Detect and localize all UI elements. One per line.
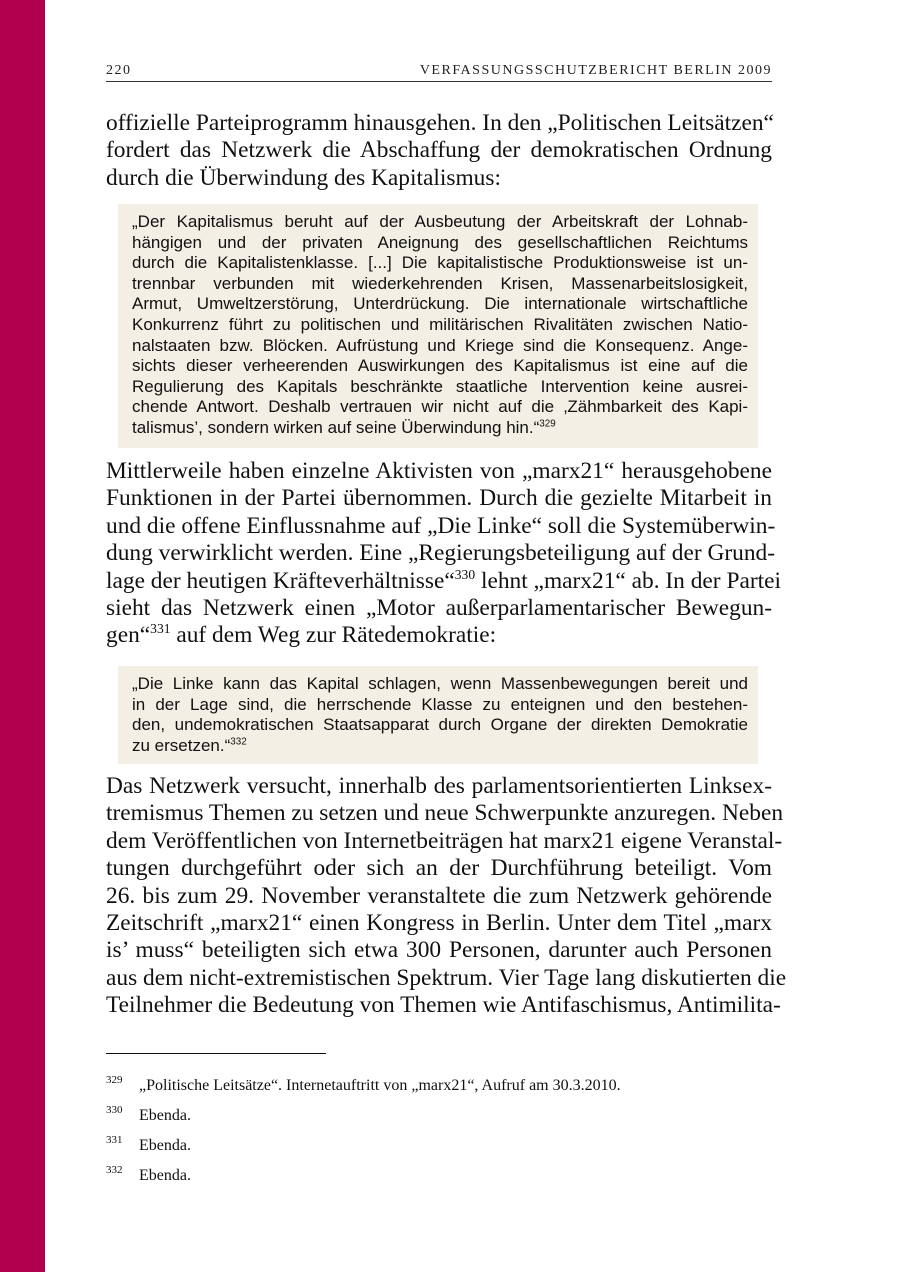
blockquote-die-linke: [118, 666, 758, 764]
text-line: aus dem nicht-extremistischen Spektrum. Vier Tage lang diskutierten die: [106, 964, 787, 991]
quote-line: „Die Linke kann das Kapital schlagen, wenn Massenbewegungen bereit und: [132, 674, 748, 693]
page-number: 220: [106, 63, 132, 78]
footnote-number: 332: [106, 1164, 123, 1176]
paragraph-network-activities: [106, 773, 787, 1020]
report-title: VERFASSUNGSSCHUTZBERICHT BERLIN 2009: [419, 63, 772, 78]
text-line: dem Veröffentlichen von Internetbeiträgen hat marx21 eigene Veranstal-: [106, 827, 783, 854]
quote-line: sichts dieser verheerenden Auswirkungen des Kapitalismus ist eine auf die: [132, 356, 748, 376]
margin-color-bar: [0, 0, 45, 1272]
text-line: durch die Überwindung des Kapitalismus:: [106, 164, 501, 191]
footnote-text: „Politische Leitsätze“. Internetauftritt von „marx21“, Aufruf am 30.3.2010.: [139, 1077, 621, 1094]
text-line: fordert das Netzwerk die Abschaffung der demokratischen Ordnung: [106, 137, 772, 164]
quote-line: [132, 736, 748, 757]
quote-line: chende Antwort. Deshalb vertrauen wir nicht auf die ‚Zähmbarkeit des Kapi-: [132, 397, 748, 417]
quote-line: trennbar verbunden mit wiederkehrenden Krisen, Massenarbeitslosigkeit,: [132, 273, 748, 293]
quote-line: Regulierung des Kapitals beschränkte staatliche Intervention keine ausrei-: [132, 376, 748, 396]
quote-line: nalstaaten bzw. Blöcken. Aufrüstung und Kriege sind die Konsequenz. Ange-: [132, 335, 748, 355]
text-line: und die offene Einflussnahme auf „Die Linke“ soll die Systemüberwin-: [106, 512, 776, 539]
quote-line: Armut, Umweltzerstörung, Unterdrückung. Die internationale wirtschaftliche: [132, 294, 748, 314]
quote-line: [132, 418, 748, 439]
footnote-ref: 329: [539, 418, 556, 430]
text-line: [106, 566, 781, 595]
text-line: sieht das Netzwerk einen „Motor außerparlamentarischer Bewegun-: [106, 595, 772, 622]
text-line: Funktionen in der Partei übernommen. Durch die gezielte Mitarbeit in: [106, 485, 772, 512]
text-line: Teilnehmer die Bedeutung von Themen wie Antifaschismus, Antimilita-: [106, 992, 781, 1019]
text-line: 26. bis zum 29. November veranstaltete die zum Netzwerk gehörende: [106, 882, 772, 909]
footnote-ref: 330: [454, 566, 476, 582]
quote-line: den, undemokratischen Staatsapparat durch Organe der direkten Demokratie: [132, 715, 748, 735]
text-line: tremismus Themen zu setzen und neue Schwerpunkte anzuregen. Neben: [106, 800, 784, 827]
blockquote-leitsaetze: [118, 204, 758, 448]
paragraph-marx21-activists: [106, 458, 781, 650]
quote-text: zu ersetzen.“: [132, 735, 231, 755]
text-line: dung verwirklicht werden. Eine „Regierungsbeteiligung auf der Grund-: [106, 540, 776, 567]
running-header: [106, 63, 772, 83]
text-segment: lage der heutigen Kräfteverhältnisse“: [106, 567, 455, 594]
text-segment: gen“: [106, 622, 151, 649]
text-line: Zeitschrift „marx21“ einen Kongress in Berlin. Unter dem Titel „marx: [106, 910, 772, 937]
text-line: offizielle Parteiprogramm hinausgehen. In den „Politischen Leitsätzen“: [106, 110, 774, 136]
text-line: is’ muss“ beteiligten sich etwa 300 Personen, darunter auch Personen: [106, 937, 772, 964]
footnote-number: 331: [106, 1134, 123, 1146]
text-segment: auf dem Weg zur Rätedemokratie:: [170, 622, 497, 649]
text-line: [106, 622, 772, 649]
text-line: Das Netzwerk versucht, innerhalb des parlamentsorientierten Linksex-: [106, 773, 772, 799]
quote-text: talismus’, sondern wirken auf seine Überwindung hin.“: [132, 417, 540, 437]
footnote-text: Ebenda.: [139, 1167, 191, 1184]
footnote-text: Ebenda.: [139, 1137, 191, 1154]
text-segment: lehnt „marx21“ ab. In der Partei: [475, 567, 781, 594]
footnote-text: Ebenda.: [139, 1107, 191, 1124]
header-rule: [106, 81, 772, 82]
quote-line: durch die Kapitalistenklasse. [...] Die kapitalistische Produktionsweise ist un-: [132, 253, 748, 273]
quote-line: in der Lage sind, die herrschende Klasse zu enteignen und den bestehen-: [132, 694, 748, 714]
text-line: tungen durchgeführt oder sich an der Durchführung beteiligt. Vom: [106, 855, 772, 882]
footnote-ref: 332: [230, 736, 247, 748]
quote-line: Konkurrenz führt zu politischen und militärischen Rivalitäten zwischen Natio-: [132, 314, 748, 334]
paragraph-intro: [106, 110, 772, 192]
footnote-ref: 331: [150, 621, 171, 637]
footnote-number: 329: [106, 1074, 123, 1086]
quote-line: hängigen und der privaten Aneignung des gesellschaftlichen Reichtums: [132, 232, 748, 252]
text-line: Mittlerweile haben einzelne Aktivisten von „marx21“ herausgehobene: [106, 458, 772, 484]
quote-line: „Der Kapitalismus beruht auf der Ausbeutung der Arbeitskraft der Lohnab-: [132, 212, 748, 231]
footnote-number: 330: [106, 1104, 123, 1116]
footnote-separator: [106, 1053, 326, 1054]
